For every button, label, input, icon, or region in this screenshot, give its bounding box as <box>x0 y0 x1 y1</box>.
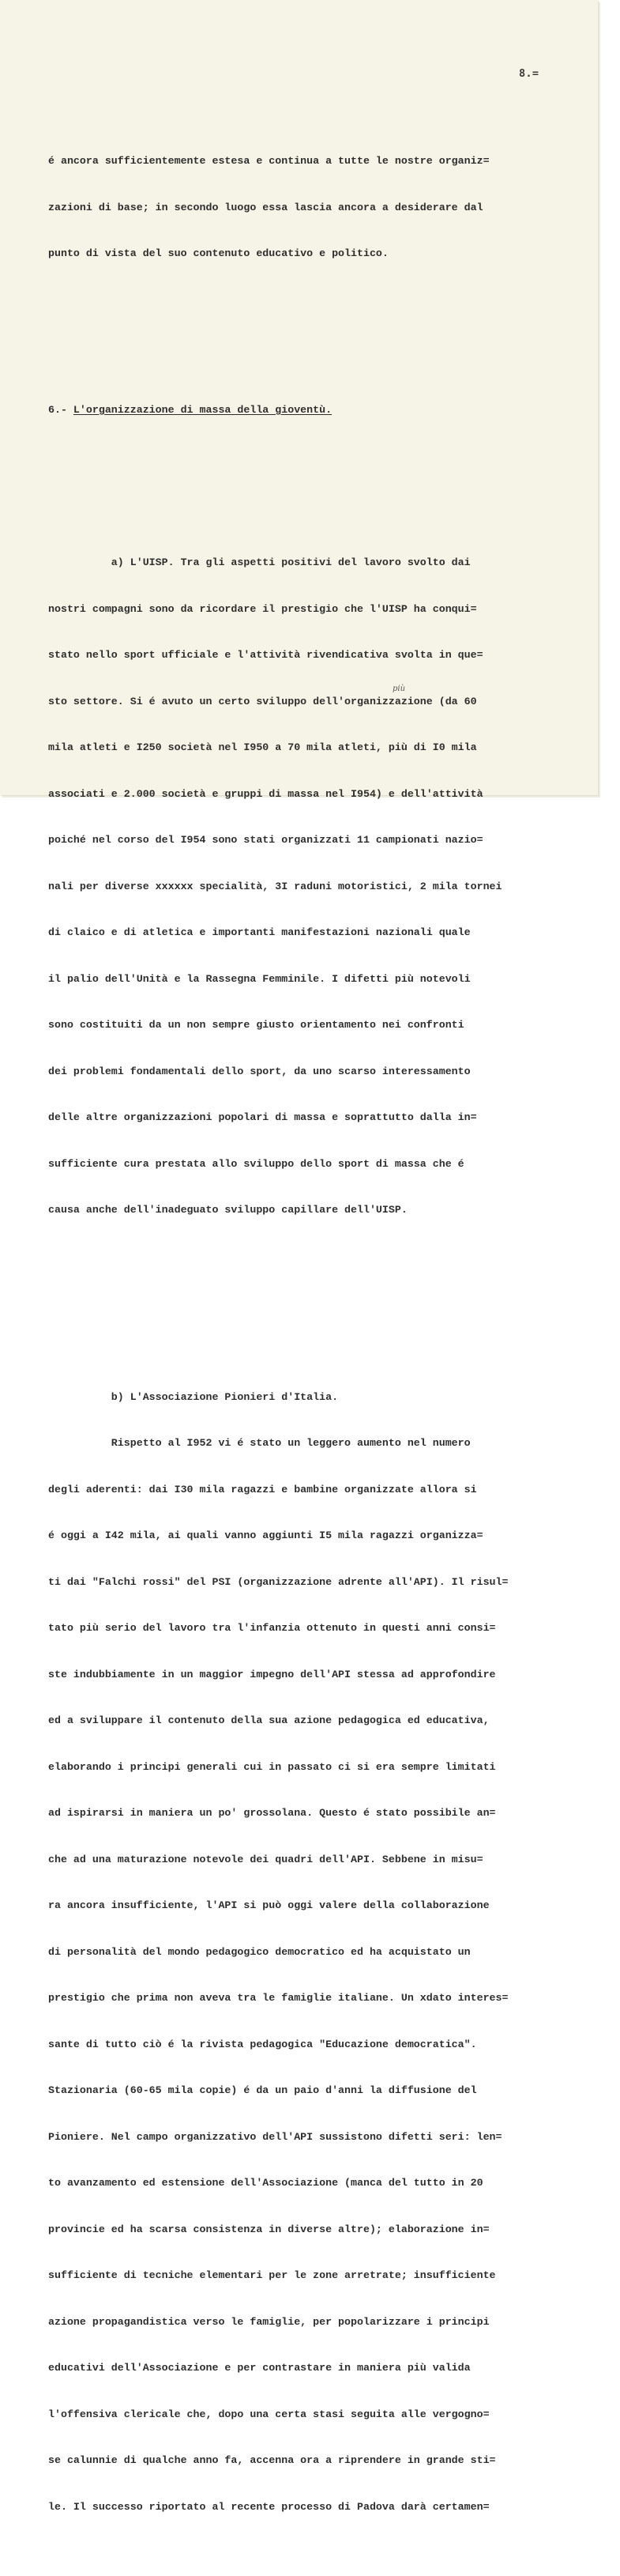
text-line: to avanzamento ed estensione dell'Associazione (manca del tutto in 20 <box>48 2177 483 2189</box>
text-line: ad ispirarsi in maniera un po' grossolana. Questo é stato possibile an= <box>48 1807 496 1819</box>
text-line: é ancora sufficientemente estesa e continua a tutte le nostre organiz= <box>48 155 490 167</box>
text-line: ti dai "Falchi rossi" del PSI (organizzazione adrente all'API). Il risul= <box>48 1575 509 1588</box>
text-line: punto di vista del suo contenuto educativo e politico. <box>48 247 389 259</box>
text-line: delle altre organizzazioni popolari di massa e soprattutto dalla in= <box>48 1111 477 1123</box>
text-line: Stazionaria (60-65 mila copie) é da un paio d'anni la diffusione del <box>48 2084 477 2096</box>
text-line: che ad una maturazione notevole dei quadri dell'API. Sebbene in misu= <box>48 1853 483 1865</box>
text-line: azione propagandistica verso le famiglie, per popolarizzare i principi <box>48 2315 490 2328</box>
text-line: ste indubbiamente in un maggior impegno dell'API stessa ad approfondire <box>48 1668 496 1680</box>
text-line: associati e 2.000 società e gruppi di massa nel I954) e dell'attività <box>48 787 483 800</box>
text-line: di personalità del mondo pedagogico democratico ed ha acquistato un <box>48 1945 471 1958</box>
text-line: educativi dell'Associazione e per contrastare in maniera più valida <box>48 2362 471 2374</box>
text-line: sante di tutto ciò é la rivista pedagogica "Educazione democratica". <box>48 2038 477 2050</box>
text-line: zazioni di base; in secondo luogo essa lascia ancora a desiderare dal <box>48 201 483 213</box>
text-line: nostri compagni sono da ricordare il prestigio che l'UISP ha conqui= <box>48 602 477 615</box>
section-number: 6.- <box>48 403 73 416</box>
text-line: dei problemi fondamentali dello sport, da uno scarso interessamento <box>48 1065 471 1077</box>
text-line: se calunnie di qualche anno fa, accenna ora a riprendere in grande sti= <box>48 2454 496 2466</box>
text-line: sufficiente cura prestata allo sviluppo dello sport di massa che é <box>48 1157 464 1170</box>
page-number: 8.= <box>519 67 539 80</box>
text-line: tato più serio del lavoro tra l'infanzia ottenuto in questi anni consi= <box>48 1622 496 1634</box>
text-line: le. Il successo riportato al recente processo di Padova darà certamen= <box>48 2500 490 2513</box>
text-line: l'offensiva clericale che, dopo una certa stasi seguita alle vergogno= <box>48 2408 490 2420</box>
text-line: il palio dell'Unità e la Rassegna Femminile. I difetti più notevoli <box>48 972 471 985</box>
text-line: poiché nel corso del I954 sono stati organizzati 11 campionati nazio= <box>48 834 483 846</box>
handwritten-insert: più <box>393 685 406 693</box>
text-line: sufficiente di tecniche elementari per le zone arretrate; insufficiente <box>48 2269 496 2281</box>
text-line: Pioniere. Nel campo organizzativo dell'API sussistono difetti seri: len= <box>48 2130 502 2143</box>
text-line: causa anche dell'inadeguato sviluppo capillare dell'UISP. <box>48 1204 408 1216</box>
text-line: ed a sviluppare il contenuto della sua azione pedagogica ed educativa, <box>48 1714 490 1726</box>
text-line: sono costituiti da un non sempre giusto orientamento nei confronti <box>48 1019 464 1031</box>
paragraph-api <box>48 1359 601 2546</box>
text-line: mila atleti e I250 società nel I950 a 70 mila atleti, più di I0 mila <box>48 741 477 753</box>
text-line: di claico e di atletica e importanti manifestazioni nazionali quale <box>48 926 471 938</box>
text-line: prestigio che prima non aveva tra le famiglie italiane. Un xdato interes= <box>48 1992 509 2004</box>
text-line: b) L'Associazione Pionieri d'Italia. <box>48 1390 339 1403</box>
section-heading <box>48 402 601 418</box>
text-line: ra ancora insufficiente, l'API si può oggi valere della collaborazione <box>48 1899 490 1911</box>
text-line: provincie ed ha scarsa consistenza in diverse altre); elaborazione in= <box>48 2223 490 2235</box>
text-line: nali per diverse xxxxxx specialità, 3I raduni motoristici, 2 mila tornei <box>48 880 502 892</box>
text-line: é oggi a I42 mila, ai quali vanno aggiunti I5 mila ragazzi organizza= <box>48 1529 483 1541</box>
section-title: L'organizzazione di massa della gioventù. <box>73 403 333 416</box>
document-body <box>48 92 601 2576</box>
paragraph-uisp <box>48 524 601 1249</box>
intro-paragraph <box>48 123 601 292</box>
text-line: Rispetto al I952 vi é stato un leggero aumento nel numero <box>48 1437 471 1449</box>
text-line: elaborando i principi generali cui in passato ci si era sempre limitati <box>48 1760 496 1773</box>
text-line: degli aderenti: dai I30 mila ragazzi e bambine organizzate allora si <box>48 1483 477 1495</box>
text-line: a) L'UISP. Tra gli aspetti positivi del lavoro svolto dai <box>48 556 471 568</box>
text-line: stato nello sport ufficiale e l'attività rivendicativa svolta in que= <box>48 649 483 661</box>
text-line: sto settore. Si é avuto un certo sviluppo dell'organizzazione (da 60 <box>48 695 477 707</box>
